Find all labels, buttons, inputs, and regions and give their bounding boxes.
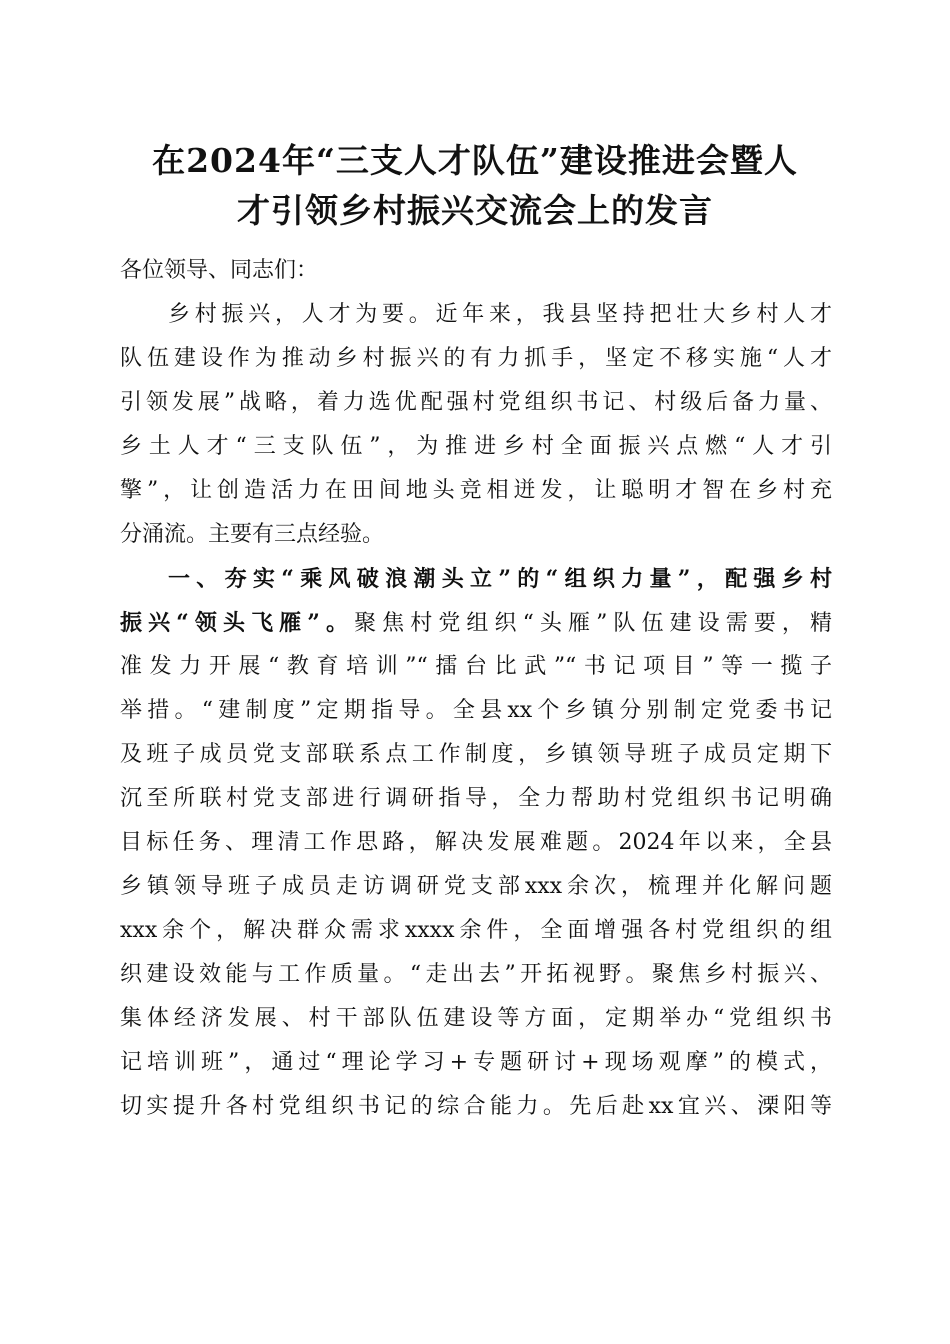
section-1-paragraph (120, 557, 832, 1129)
paragraph-line: 擎”，让创造活力在田间地头竞相迸发，让聪明才智在乡村充 (120, 478, 832, 503)
paragraph-line: 集体经济发展、村干部队伍建设等方面，定期举办“党组织书 (120, 1006, 832, 1031)
paragraph-line (120, 601, 832, 645)
paragraph-line: 切实提升各村党组织书记的综合能力。先后赴xx宜兴、溧阳等 (120, 1094, 832, 1119)
document-body (120, 249, 832, 1129)
paragraph-line: 目标任务、理清工作思路，解决发展难题。2024年以来，全县 (120, 830, 832, 855)
paragraph-line: 分涌流。主要有三点经验。 (120, 522, 385, 547)
paragraph-line: 引领发展”战略，着力选优配强村党组织书记、村级后备力量、 (120, 390, 832, 415)
paragraph-line: 沉至所联村党支部进行调研指导，全力帮助村党组织书记明确 (120, 786, 832, 811)
paragraph-line: 记培训班”，通过“理论学习+专题研讨+现场观摩”的模式， (120, 1050, 832, 1075)
paragraph-line: 乡村振兴，人才为要。近年来，我县坚持把壮大乡村人才 (168, 302, 832, 327)
paragraph-line: 织建设效能与工作质量。“走出去”开拓视野。聚焦乡村振兴、 (120, 962, 832, 987)
title-line-1: 在2024年“三支人才队伍”建设推进会暨人 (152, 141, 798, 180)
title-line-2: 才引领乡村振兴交流会上的发言 (237, 191, 713, 230)
salutation: 各位领导、同志们： (120, 258, 319, 283)
paragraph-line: 乡镇领导班子成员走访调研党支部xxx余次，梳理并化解问题 (120, 874, 832, 899)
section-heading: 一、夯实“乘风破浪潮头立”的“组织力量”，配强乡村 (168, 566, 832, 592)
paragraph-line: 准发力开展“教育培训”“擂台比武”“书记项目”等一揽子 (120, 654, 832, 679)
paragraph-line: 队伍建设作为推动乡村振兴的有力抓手，坚定不移实施“人才 (120, 346, 832, 371)
paragraph-line: 及班子成员党支部联系点工作制度，乡镇领导班子成员定期下 (120, 742, 832, 767)
paragraph-text: 聚焦村党组织“头雁”队伍建设需要，精 (354, 611, 833, 636)
section-heading-end: 振兴“领头飞雁”。 (120, 610, 355, 636)
paragraph-line: 举措。“建制度”定期指导。全县xx个乡镇分别制定党委书记 (120, 698, 832, 723)
paragraph-line: 乡土人才“三支队伍”，为推进乡村全面振兴点燃“人才引 (120, 434, 832, 459)
intro-paragraph (120, 293, 832, 557)
paragraph-line: xxx余个，解决群众需求xxxx余件，全面增强各村党组织的组 (120, 918, 832, 943)
document-title (90, 136, 860, 236)
